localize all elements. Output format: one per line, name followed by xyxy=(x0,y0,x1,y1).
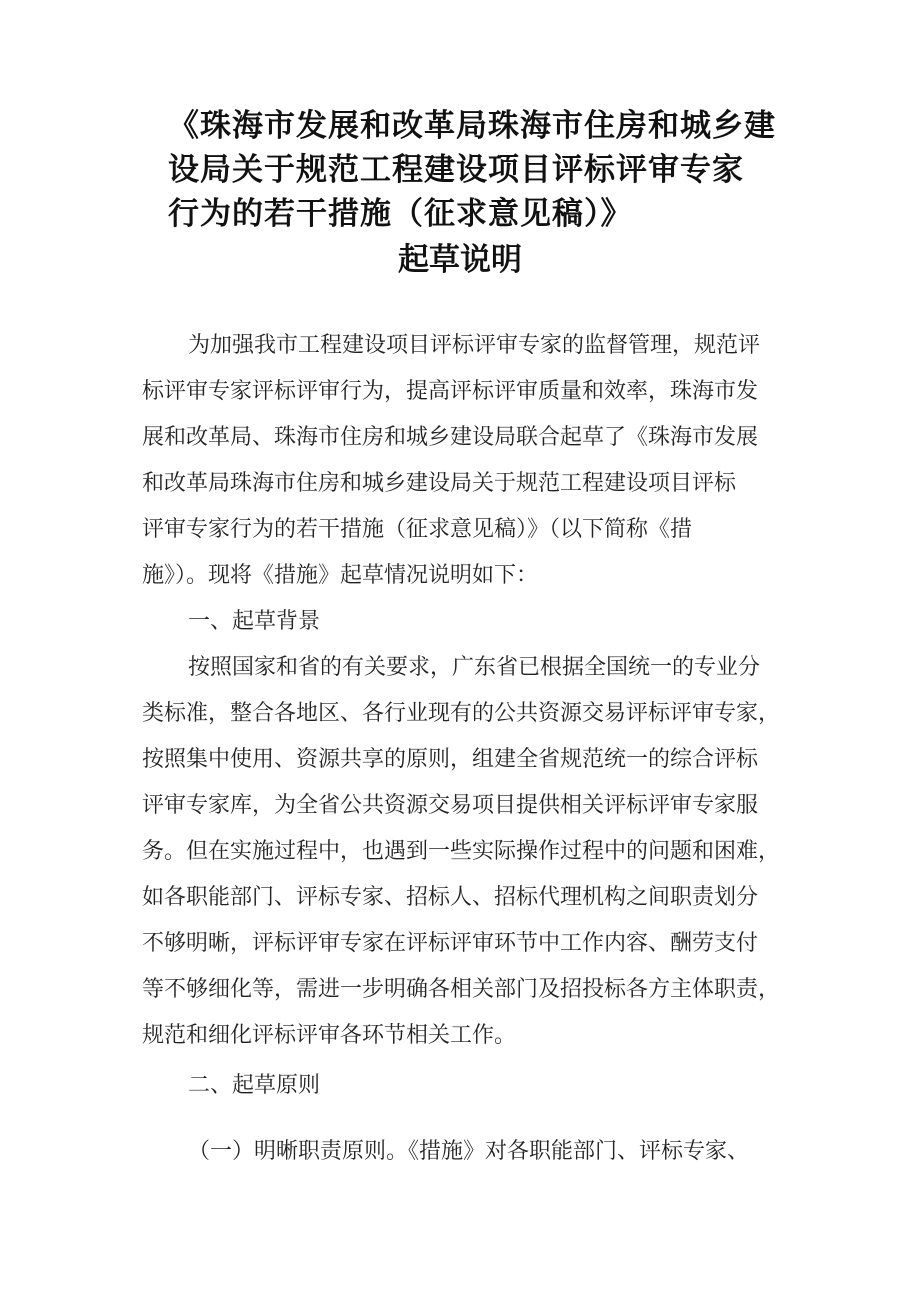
paragraph-line: 务。但在实施过程中，也遇到一些实际操作过程中的问题和困难， xyxy=(142,839,781,864)
paragraph-line: 施》）。现将《措施》起草情况说明如下： xyxy=(142,563,539,588)
paragraph-line: 规范和细化评标评审各环节相关工作。 xyxy=(142,1023,517,1048)
paragraph-line: 按照国家和省的有关要求，广东省已根据全国统一的专业分 xyxy=(188,655,761,680)
paragraph-line: 等不够细化等，需进一步明确各相关部门及招投标各方主体职责， xyxy=(142,977,781,1002)
paragraph-line: 类标准，整合各地区、各行业现有的公共资源交易评标评审专家， xyxy=(142,701,781,726)
section-heading-background: 一、起草背景 xyxy=(188,609,321,634)
paragraph-line: 为加强我市工程建设项目评标评审专家的监督管理，规范评 xyxy=(188,333,761,358)
paragraph-line: 和改革局珠海市住房和城乡建设局关于规范工程建设项目评标 xyxy=(142,471,737,496)
paragraph-line: 不够明晰，评标评审专家在评标评审环节中工作内容、酬劳支付 xyxy=(142,931,759,956)
paragraph-line: 评审专家行为的若干措施（征求意见稿）》（以下简称《措 xyxy=(142,517,693,542)
paragraph-line: 如各职能部门、评标专家、招标人、招标代理机构之间职责划分 xyxy=(142,885,759,910)
document-subtitle: 起草说明 xyxy=(398,242,522,278)
paragraph-line: （一）明晰职责原则。《措施》对各职能部门、评标专家、 xyxy=(188,1139,750,1164)
paragraph-line: 展和改革局、珠海市住房和城乡建设局联合起草了《珠海市发展 xyxy=(142,425,759,450)
document-title-line-3: 行为的若干措施（征求意见稿）》 xyxy=(168,196,633,232)
paragraph-line: 评审专家库，为全省公共资源交易项目提供相关评标评审专家服 xyxy=(142,793,759,818)
document-title-line-1: 《珠海市发展和改革局珠海市住房和城乡建 xyxy=(168,108,776,144)
paragraph-line: 标评审专家评标评审行为，提高评标评审质量和效率，珠海市发 xyxy=(142,379,759,404)
document-title-line-2: 设局关于规范工程建设项目评标评审专家 xyxy=(168,152,744,188)
paragraph-line: 按照集中使用、资源共享的原则，组建全省规范统一的综合评标 xyxy=(142,747,759,772)
section-heading-principles: 二、起草原则 xyxy=(188,1073,321,1098)
